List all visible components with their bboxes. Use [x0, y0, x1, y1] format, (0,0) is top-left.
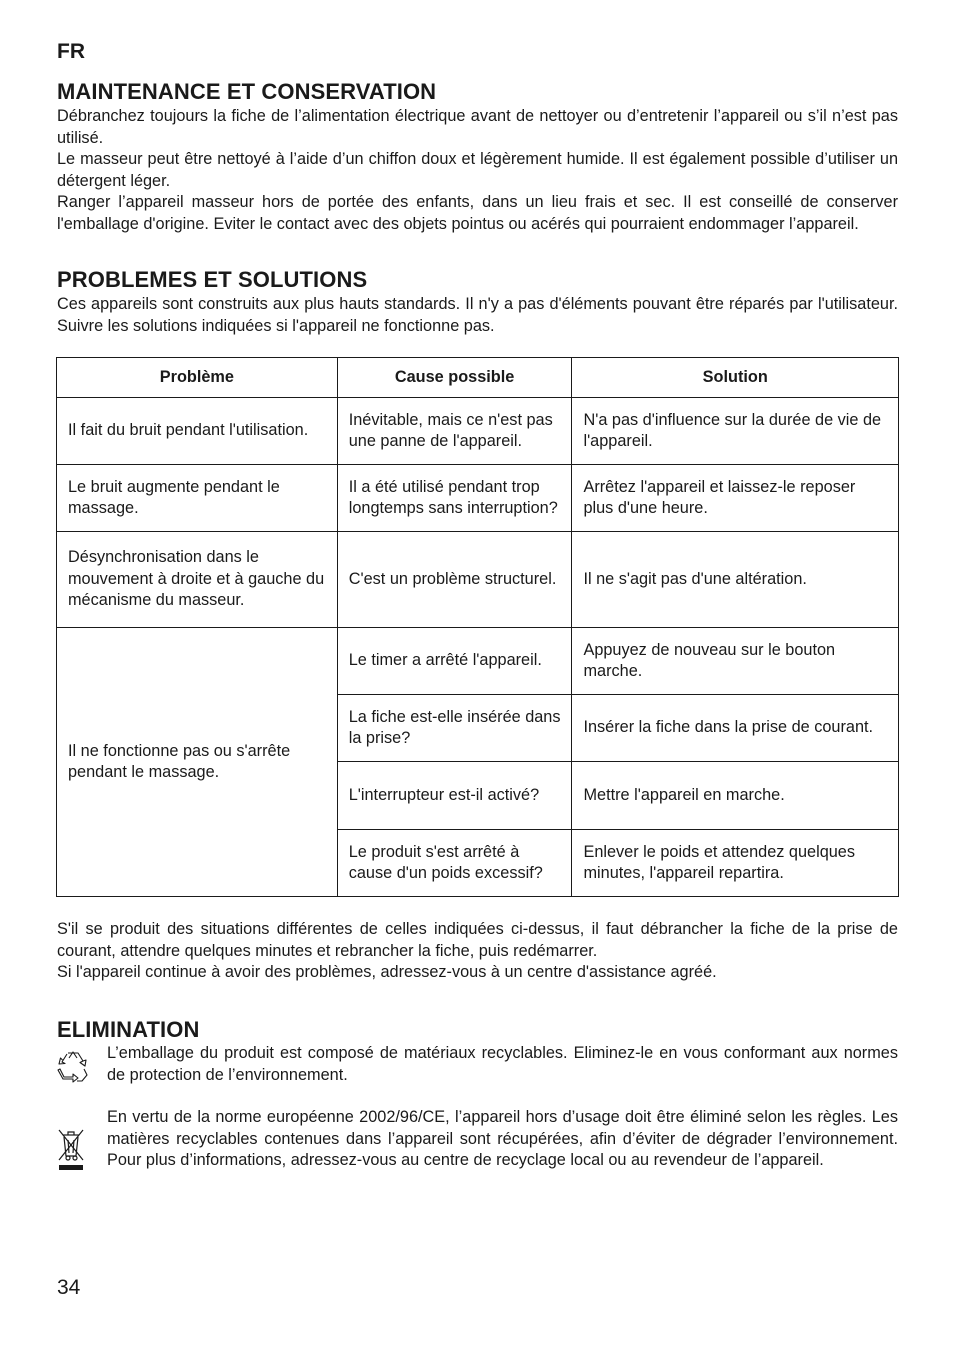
cell-solution: Enlever le poids et attendez quelques minutes, l'appareil repartira. [572, 830, 899, 897]
recycle-icon [56, 1049, 90, 1088]
cell-cause: Le produit s'est arrêté à cause d'un poids excessif? [337, 830, 572, 897]
cell-cause: Il a été utilisé pendant trop longtemps sans interruption? [337, 465, 572, 532]
crossed-bin-icon [57, 1128, 85, 1179]
troubleshooting-table [56, 357, 899, 897]
problems-after-paragraph: Si l'appareil continue à avoir des problèmes, adressez-vous à un centre d'assistance agréé. [57, 963, 717, 981]
cell-problem: Il fait du bruit pendant l'utilisation. [57, 398, 338, 465]
cell-solution: Mettre l'appareil en marche. [572, 762, 899, 830]
cell-solution: Arrêtez l'appareil et laissez-le reposer plus d'une heure. [572, 465, 899, 532]
cell-problem: Il ne fonctionne pas ou s'arrête pendant le massage. [57, 628, 338, 897]
cell-cause: La fiche est-elle insérée dans la prise? [337, 695, 572, 762]
elimination-title: ELIMINATION [57, 1017, 200, 1042]
problems-intro-text: Ces appareils sont construits aux plus hauts standards. Il n'y a pas d'éléments pouvant être réparés par l'utilisateur. Suivre les solutions indiquées si l'appareil ne fonctionne pas. [57, 295, 898, 335]
maintenance-body [57, 106, 898, 235]
problems-title: PROBLEMES ET SOLUTIONS [57, 267, 368, 292]
elimination-recycle-text: L’emballage du produit est composé de matériaux recyclables. Eliminez-le en vous conformant aux normes de protection de l’environnement. [107, 1044, 898, 1084]
maintenance-paragraph: Débranchez toujours la fiche de l’alimentation électrique avant de nettoyer ou d’entretenir l’appareil ou s’il n’est pas utilisé. [57, 107, 898, 147]
header-cause: Cause possible [337, 358, 572, 398]
maintenance-paragraph: Le masseur peut être nettoyé à l’aide d’un chiffon doux et légèrement humide. Il est également possible d’utiliser un détergent léger. [57, 150, 898, 190]
cell-problem: Désynchronisation dans le mouvement à droite et à gauche du mécanisme du masseur. [57, 532, 338, 628]
cell-solution: N'a pas d'influence sur la durée de vie de l'appareil. [572, 398, 899, 465]
problems-after [57, 919, 898, 984]
cell-cause: C'est un problème structurel. [337, 532, 572, 628]
cell-solution: Insérer la fiche dans la prise de courant. [572, 695, 899, 762]
cell-cause: Le timer a arrêté l'appareil. [337, 628, 572, 695]
header-solution: Solution [572, 358, 899, 398]
table-row [57, 628, 899, 695]
cell-solution: Il ne s'agit pas d'une altération. [572, 532, 899, 628]
cell-cause: Inévitable, mais ce n'est pas une panne de l'appareil. [337, 398, 572, 465]
header-problem: Problème [57, 358, 338, 398]
cell-cause: L'interrupteur est-il activé? [337, 762, 572, 830]
maintenance-title: MAINTENANCE ET CONSERVATION [57, 79, 437, 104]
table-row [57, 465, 899, 532]
language-code: FR [57, 40, 85, 63]
table-row [57, 398, 899, 465]
elimination-weee-text: En vertu de la norme européenne 2002/96/CE, l’appareil hors d’usage doit être éliminé selon les règles. Les matières recyclables contenues dans l’appareil sont récupérées, afin d’éviter de dégrader l’environnement. Pour plus d’informations, adressez-vous au centre de recyclage local ou au revendeur de l’appareil. [107, 1108, 898, 1169]
problems-after-paragraph: S'il se produit des situations différentes de celles indiquées ci-dessus, il faut débrancher la fiche de la prise de courant, attendre quelques minutes et rebrancher la fiche, puis redémarrer. [57, 920, 898, 960]
page-number: 34 [57, 1276, 81, 1299]
table-header-row [57, 358, 899, 398]
table-row [57, 532, 899, 628]
cell-solution: Appuyez de nouveau sur le bouton marche. [572, 628, 899, 695]
maintenance-paragraph: Ranger l’appareil masseur hors de portée des enfants, dans un lieu frais et sec. Il est conseillé de conserver l'emballage d'origine. Eviter le contact avec des objets pointus ou acérés qui pourraient endommager l’appareil. [57, 193, 898, 233]
problems-intro [57, 294, 898, 337]
cell-problem: Le bruit augmente pendant le massage. [57, 465, 338, 532]
